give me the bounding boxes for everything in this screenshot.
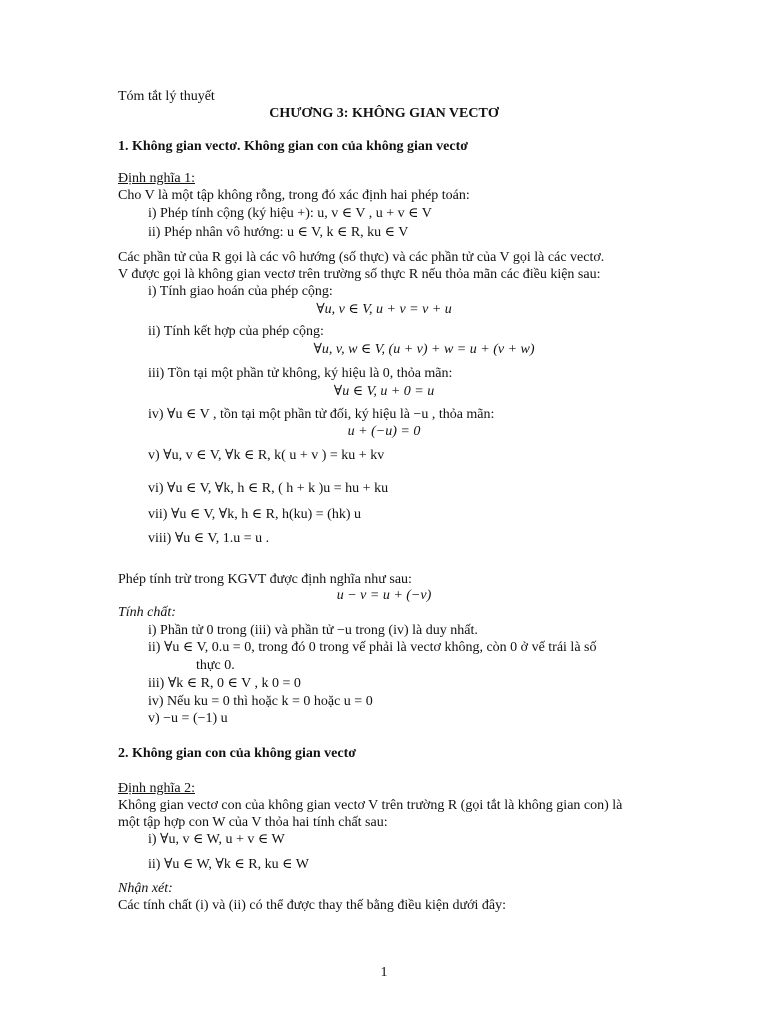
subtraction-formula: u − v = u + (−v)	[336, 588, 432, 603]
paragraph-scalars: Các phần tử của R gọi là các vô hướng (số thực) và các phần tử của V gọi là các vectơ.	[118, 250, 605, 265]
property-ii: ii) ∀u ∈ V, 0.u = 0, trong đó 0 trong vế phải là vectơ không, còn 0 ở vế trái là số	[148, 640, 597, 655]
axiom-iii-formula: ∀u ∈ V, u + 0 = u	[333, 384, 435, 399]
property-v: v) −u = (−1) u	[148, 711, 228, 726]
property-i: i) Phần tử 0 trong (iii) và phần tử −u trong (iv) là duy nhất.	[148, 623, 478, 638]
axiom-vi: vi) ∀u ∈ V, ∀k, h ∈ R, ( h + k )u = hu + ku	[148, 481, 389, 496]
definition2-line1: Không gian vectơ con của không gian vectơ V trên trường R (gọi tắt là không gian con) là	[118, 798, 623, 813]
chapter-title: CHƯƠNG 3: KHÔNG GIAN VECTƠ	[269, 106, 499, 121]
subspace-condition-ii: ii) ∀u ∈ W, ∀k ∈ R, ku ∈ W	[148, 857, 309, 872]
properties-title: Tính chất:	[118, 605, 176, 620]
subtraction-text: Phép tính trừ trong KGVT được định nghĩa như sau:	[118, 572, 412, 587]
operation-addition: i) Phép tính cộng (ký hiệu +): u, v ∈ V , u + v ∈ V	[148, 206, 432, 221]
axiom-iii-label: iii) Tồn tại một phần tử không, ký hiệu là 0, thỏa mãn:	[148, 366, 453, 381]
definition2-line2: một tập hợp con W của V thỏa hai tính chất sau:	[118, 815, 388, 830]
axiom-vii: vii) ∀u ∈ V, ∀k, h ∈ R, h(ku) = (hk) u	[148, 507, 362, 522]
definition1-intro: Cho V là một tập không rỗng, trong đó xác định hai phép toán:	[118, 188, 470, 203]
axiom-v: v) ∀u, v ∈ V, ∀k ∈ R, k( u + v ) = ku + kv	[148, 448, 385, 463]
axiom-ii-label: ii) Tính kết hợp của phép cộng:	[148, 324, 324, 339]
definition2-title: Định nghĩa 2:	[118, 781, 195, 796]
property-iii: iii) ∀k ∈ R, 0 ∈ V , k 0 = 0	[148, 676, 301, 691]
operation-scalar: ii) Phép nhân vô hướng: u ∈ V, k ∈ R, ku ∈ V	[148, 225, 409, 240]
axiom-iv-label: iv) ∀u ∈ V , tồn tại một phần tử đối, ký hiệu là −u , thỏa mãn:	[148, 407, 495, 422]
remark-text: Các tính chất (i) và (ii) có thể được thay thế bằng điều kiện dưới đây:	[118, 898, 507, 913]
paragraph-vector-space: V được gọi là không gian vectơ trên trường số thực R nếu thỏa mãn các điều kiện sau:	[118, 267, 601, 282]
summary-label: Tóm tắt lý thuyết	[118, 89, 215, 104]
definition1-title: Định nghĩa 1:	[118, 171, 195, 186]
remark-title: Nhận xét:	[118, 881, 173, 896]
page-number: 1	[380, 965, 388, 980]
property-iv: iv) Nếu ku = 0 thì hoặc k = 0 hoặc u = 0	[148, 694, 373, 709]
property-ii-continued: thực 0.	[196, 658, 235, 673]
section1-heading: 1. Không gian vectơ. Không gian con của không gian vectơ	[118, 139, 468, 154]
section2-heading: 2. Không gian con của không gian vectơ	[118, 746, 357, 761]
subspace-condition-i: i) ∀u, v ∈ W, u + v ∈ W	[148, 832, 285, 847]
axiom-viii: viii) ∀u ∈ V, 1.u = u .	[148, 531, 270, 546]
axiom-i-label: i) Tính giao hoán của phép cộng:	[148, 284, 333, 299]
axiom-i-formula: ∀u, v ∈ V, u + v = v + u	[316, 302, 452, 317]
axiom-ii-formula: ∀u, v, w ∈ V, (u + v) + w = u + (v + w)	[313, 342, 535, 357]
axiom-iv-formula: u + (−u) = 0	[347, 424, 421, 439]
